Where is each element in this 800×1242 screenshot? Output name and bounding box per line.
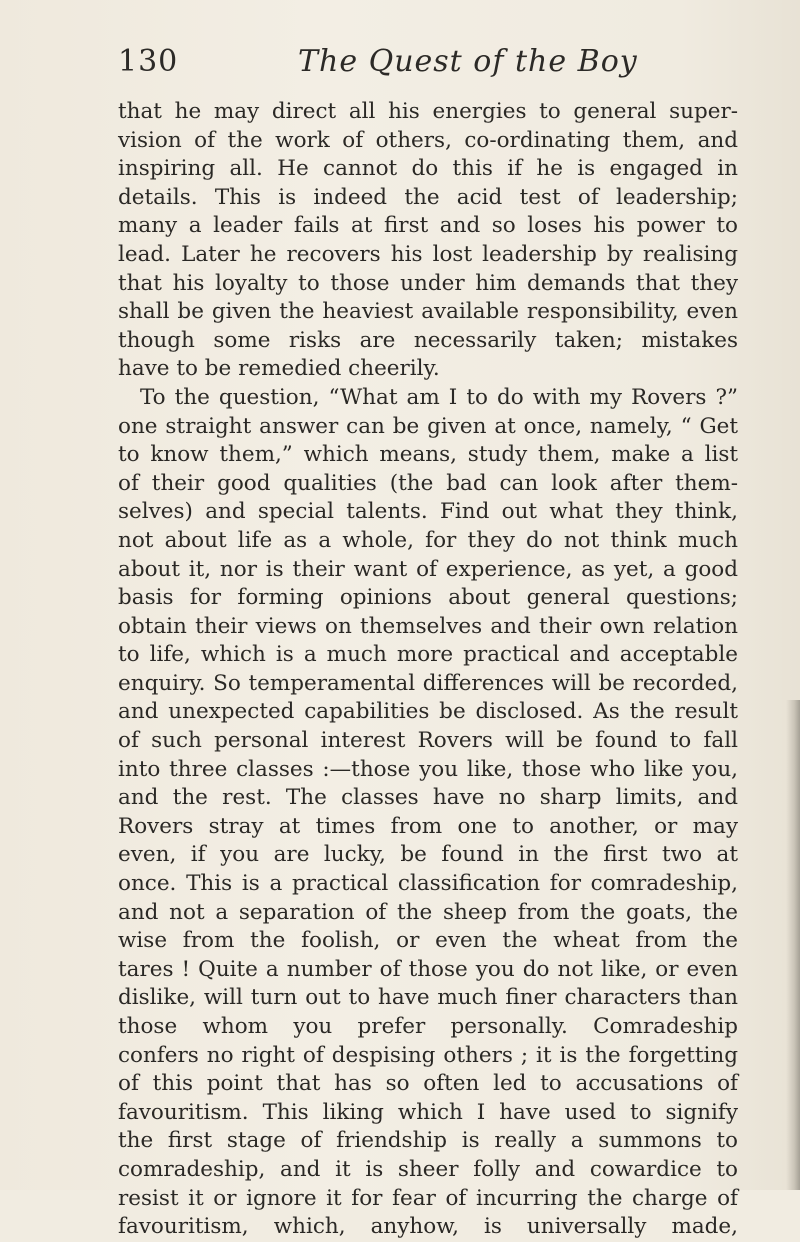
text-line: of their good qualities (the bad can look after them- — [118, 470, 738, 496]
text-line: wise from the foolish, or even the wheat from the — [118, 928, 738, 954]
text-line: that his loyalty to those under him demands that they — [118, 270, 738, 296]
page-header — [118, 44, 678, 88]
text-line: enquiry. So temperamental differences will be recorded, — [118, 670, 738, 696]
text-line: not about life as a whole, for they do not think much — [118, 527, 738, 553]
text-line: favouritism. This liking which I have used to signify — [118, 1099, 738, 1125]
running-title: The Quest of the Boy — [298, 44, 638, 79]
text-line: and not a separation of the sheep from the goats, the — [118, 899, 738, 925]
text-line: details. This is indeed the acid test of leadership; — [118, 184, 738, 210]
text-line: dislike, will turn out to have much finer characters than — [118, 985, 738, 1011]
text-line: into three classes :—those you like, those who like you, — [118, 756, 738, 782]
text-line: favouritism, which, anyhow, is universally made, — [118, 1214, 738, 1240]
text-line: lead. Later he recovers his lost leadership by realising — [118, 241, 738, 267]
text-line: obtain their views on themselves and their own relation — [118, 613, 738, 639]
text-line: resist it or ignore it for fear of incurring the charge of — [118, 1185, 738, 1211]
text-line: tares ! Quite a number of those you do not like, or even — [118, 956, 738, 982]
text-line: confers no right of despising others ; it is the forgetting — [118, 1042, 738, 1068]
page-number: 130 — [118, 44, 179, 79]
text-line: many a leader fails at first and so loses his power to — [118, 213, 738, 239]
body-text — [118, 98, 738, 1242]
text-line: though some risks are necessarily taken; mistakes — [118, 327, 738, 353]
text-line: about it, nor is their want of experience, as yet, a good — [118, 556, 738, 582]
text-line: comradeship, and it is sheer folly and cowardice to — [118, 1156, 738, 1182]
text-line: of this point that has so often led to accusations of — [118, 1071, 738, 1097]
text-line: selves) and special talents. Find out what they think, — [118, 499, 738, 525]
text-line: once. This is a practical classification for comradeship, — [118, 871, 738, 897]
page-edge-shadow — [786, 700, 800, 1190]
text-line: To the question, “What am I to do with my Rovers ?” — [140, 384, 738, 410]
text-line: those whom you prefer personally. Comradeship — [118, 1014, 738, 1039]
text-line: to life, which is a much more practical and acceptable — [118, 642, 738, 668]
text-line: one straight answer can be given at once, namely, “ Get — [118, 413, 738, 439]
text-line: the first stage of friendship is really a summons to — [118, 1128, 738, 1154]
text-line: basis for forming opinions about general questions; — [118, 585, 738, 611]
text-line: vision of the work of others, co-ordinating them, and — [118, 127, 738, 153]
text-line: have to be remedied cheerily. — [118, 356, 440, 382]
text-line: to know them,” which means, study them, make a list — [118, 442, 738, 468]
text-line: and the rest. The classes have no sharp limits, and — [118, 785, 738, 811]
text-line: inspiring all. He cannot do this if he is engaged in — [118, 156, 738, 182]
text-line: shall be given the heaviest available responsibility, even — [118, 299, 738, 325]
text-line: of such personal interest Rovers will be found to fall — [118, 728, 738, 754]
text-line: that he may direct all his energies to general super- — [118, 99, 738, 124]
text-line: even, if you are lucky, be found in the first two at — [118, 842, 738, 868]
text-line: Rovers stray at times from one to another, or may — [118, 813, 738, 839]
text-line: and unexpected capabilities be disclosed. As the result — [118, 699, 738, 725]
